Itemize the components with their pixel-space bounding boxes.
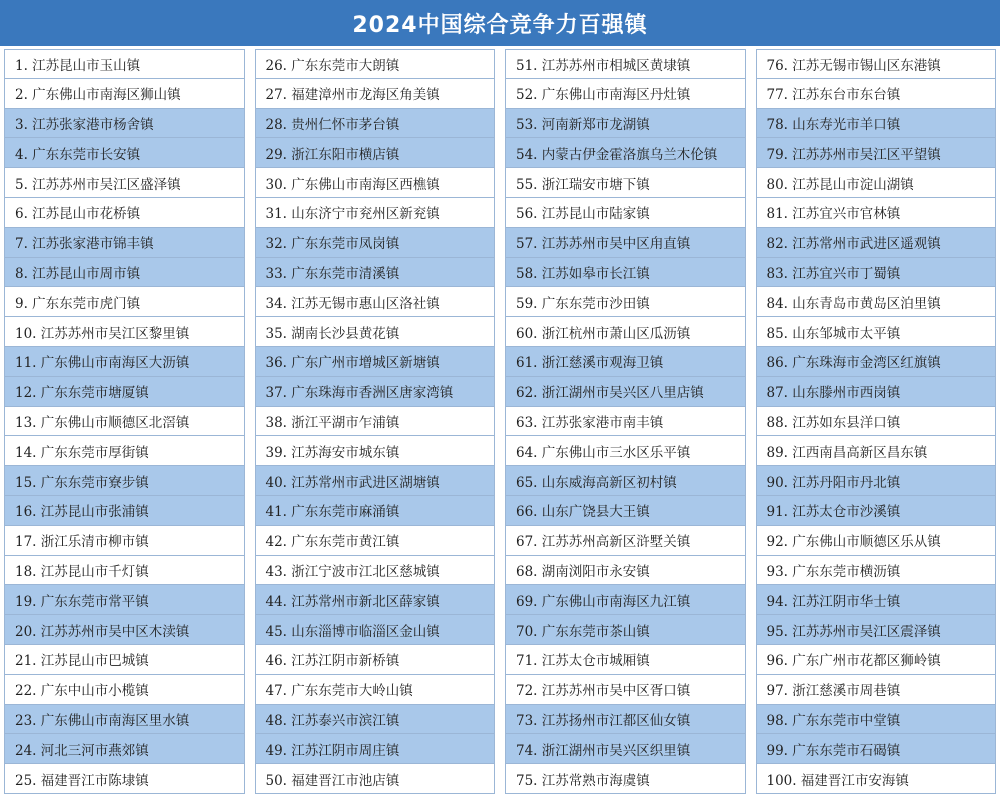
table-cell: 10. 江苏苏州市吴江区黎里镇	[4, 317, 245, 347]
table-cell: 21. 江苏昆山市巴城镇	[4, 645, 245, 675]
table-cell: 83. 江苏宜兴市丁蜀镇	[756, 258, 997, 288]
table-cell: 73. 江苏扬州市江都区仙女镇	[505, 705, 746, 735]
table-column	[4, 49, 245, 794]
table-cell: 1. 江苏昆山市玉山镇	[4, 49, 245, 79]
table-cell: 75. 江苏常熟市海虞镇	[505, 764, 746, 794]
table-cell: 38. 浙江平湖市乍浦镇	[255, 407, 496, 437]
table-cell: 18. 江苏昆山市千灯镇	[4, 556, 245, 586]
table-column	[255, 49, 496, 794]
table-cell: 90. 江苏丹阳市丹北镇	[756, 466, 997, 496]
page-title: 2024中国综合竞争力百强镇	[0, 0, 1000, 46]
table-cell: 88. 江苏如东县洋口镇	[756, 407, 997, 437]
table-cell: 5. 江苏苏州市吴江区盛泽镇	[4, 168, 245, 198]
table-cell: 30. 广东佛山市南海区西樵镇	[255, 168, 496, 198]
table-cell: 6. 江苏昆山市花桥镇	[4, 198, 245, 228]
table-cell: 15. 广东东莞市寮步镇	[4, 466, 245, 496]
table-cell: 44. 江苏常州市新北区薛家镇	[255, 585, 496, 615]
table-cell: 46. 江苏江阴市新桥镇	[255, 645, 496, 675]
table-column	[756, 49, 997, 794]
table-cell: 77. 江苏东台市东台镇	[756, 79, 997, 109]
table-cell: 71. 江苏太仓市城厢镇	[505, 645, 746, 675]
table-cell: 4. 广东东莞市长安镇	[4, 138, 245, 168]
table-cell: 40. 江苏常州市武进区湖塘镇	[255, 466, 496, 496]
table-cell: 64. 广东佛山市三水区乐平镇	[505, 436, 746, 466]
table-cell: 59. 广东东莞市沙田镇	[505, 287, 746, 317]
table-cell: 49. 江苏江阴市周庄镇	[255, 734, 496, 764]
table-cell: 67. 江苏苏州高新区浒墅关镇	[505, 526, 746, 556]
table-cell: 84. 山东青岛市黄岛区泊里镇	[756, 287, 997, 317]
table-cell: 72. 江苏苏州市吴中区胥口镇	[505, 675, 746, 705]
table-cell: 14. 广东东莞市厚街镇	[4, 436, 245, 466]
table-cell: 85. 山东邹城市太平镇	[756, 317, 997, 347]
table-cell: 78. 山东寿光市羊口镇	[756, 109, 997, 139]
table-cell: 45. 山东淄博市临淄区金山镇	[255, 615, 496, 645]
table-cell: 70. 广东东莞市茶山镇	[505, 615, 746, 645]
table-cell: 57. 江苏苏州市吴中区甪直镇	[505, 228, 746, 258]
table-cell: 34. 江苏无锡市惠山区洛社镇	[255, 287, 496, 317]
table-cell: 68. 湖南浏阳市永安镇	[505, 556, 746, 586]
table-cell: 99. 广东东莞市石碣镇	[756, 734, 997, 764]
table-cell: 19. 广东东莞市常平镇	[4, 585, 245, 615]
table-cell: 97. 浙江慈溪市周巷镇	[756, 675, 997, 705]
table-cell: 95. 江苏苏州市吴江区震泽镇	[756, 615, 997, 645]
table-cell: 31. 山东济宁市兖州区新兖镇	[255, 198, 496, 228]
table-cell: 48. 江苏泰兴市滨江镇	[255, 705, 496, 735]
table-cell: 29. 浙江东阳市横店镇	[255, 138, 496, 168]
table-cell: 24. 河北三河市燕郊镇	[4, 734, 245, 764]
table-cell: 37. 广东珠海市香洲区唐家湾镇	[255, 377, 496, 407]
table-cell: 74. 浙江湖州市吴兴区织里镇	[505, 734, 746, 764]
table-cell: 16. 江苏昆山市张浦镇	[4, 496, 245, 526]
table-cell: 94. 江苏江阴市华士镇	[756, 585, 997, 615]
table-cell: 81. 江苏宜兴市官林镇	[756, 198, 997, 228]
table-cell: 60. 浙江杭州市萧山区瓜沥镇	[505, 317, 746, 347]
table-cell: 100. 福建晋江市安海镇	[756, 764, 997, 794]
table-cell: 65. 山东威海高新区初村镇	[505, 466, 746, 496]
table-cell: 2. 广东佛山市南海区狮山镇	[4, 79, 245, 109]
table-cell: 79. 江苏苏州市吴江区平望镇	[756, 138, 997, 168]
ranking-table	[0, 46, 1000, 794]
table-cell: 13. 广东佛山市顺德区北滘镇	[4, 407, 245, 437]
table-cell: 35. 湖南长沙县黄花镇	[255, 317, 496, 347]
table-cell: 17. 浙江乐清市柳市镇	[4, 526, 245, 556]
table-cell: 89. 江西南昌高新区昌东镇	[756, 436, 997, 466]
table-cell: 47. 广东东莞市大岭山镇	[255, 675, 496, 705]
table-cell: 66. 山东广饶县大王镇	[505, 496, 746, 526]
table-cell: 20. 江苏苏州市吴中区木渎镇	[4, 615, 245, 645]
table-cell: 92. 广东佛山市顺德区乐从镇	[756, 526, 997, 556]
table-cell: 11. 广东佛山市南海区大沥镇	[4, 347, 245, 377]
table-cell: 7. 江苏张家港市锦丰镇	[4, 228, 245, 258]
table-cell: 23. 广东佛山市南海区里水镇	[4, 705, 245, 735]
table-cell: 12. 广东东莞市塘厦镇	[4, 377, 245, 407]
table-cell: 32. 广东东莞市凤岗镇	[255, 228, 496, 258]
table-cell: 9. 广东东莞市虎门镇	[4, 287, 245, 317]
table-cell: 93. 广东东莞市横沥镇	[756, 556, 997, 586]
table-cell: 43. 浙江宁波市江北区慈城镇	[255, 556, 496, 586]
table-cell: 53. 河南新郑市龙湖镇	[505, 109, 746, 139]
table-cell: 56. 江苏昆山市陆家镇	[505, 198, 746, 228]
table-cell: 96. 广东广州市花都区狮岭镇	[756, 645, 997, 675]
table-cell: 61. 浙江慈溪市观海卫镇	[505, 347, 746, 377]
table-cell: 42. 广东东莞市黄江镇	[255, 526, 496, 556]
table-cell: 63. 江苏张家港市南丰镇	[505, 407, 746, 437]
table-cell: 82. 江苏常州市武进区遥观镇	[756, 228, 997, 258]
table-cell: 27. 福建漳州市龙海区角美镇	[255, 79, 496, 109]
table-cell: 55. 浙江瑞安市塘下镇	[505, 168, 746, 198]
table-cell: 62. 浙江湖州市吴兴区八里店镇	[505, 377, 746, 407]
table-cell: 25. 福建晋江市陈埭镇	[4, 764, 245, 794]
table-cell: 52. 广东佛山市南海区丹灶镇	[505, 79, 746, 109]
table-cell: 51. 江苏苏州市相城区黄埭镇	[505, 49, 746, 79]
table-cell: 98. 广东东莞市中堂镇	[756, 705, 997, 735]
table-cell: 8. 江苏昆山市周市镇	[4, 258, 245, 288]
table-column	[505, 49, 746, 794]
table-cell: 3. 江苏张家港市杨舍镇	[4, 109, 245, 139]
table-cell: 26. 广东东莞市大朗镇	[255, 49, 496, 79]
table-cell: 69. 广东佛山市南海区九江镇	[505, 585, 746, 615]
table-cell: 50. 福建晋江市池店镇	[255, 764, 496, 794]
table-cell: 39. 江苏海安市城东镇	[255, 436, 496, 466]
table-cell: 80. 江苏昆山市淀山湖镇	[756, 168, 997, 198]
table-cell: 91. 江苏太仓市沙溪镇	[756, 496, 997, 526]
table-cell: 87. 山东滕州市西岗镇	[756, 377, 997, 407]
table-cell: 76. 江苏无锡市锡山区东港镇	[756, 49, 997, 79]
table-cell: 22. 广东中山市小榄镇	[4, 675, 245, 705]
table-cell: 54. 内蒙古伊金霍洛旗乌兰木伦镇	[505, 138, 746, 168]
table-cell: 58. 江苏如皋市长江镇	[505, 258, 746, 288]
table-cell: 36. 广东广州市增城区新塘镇	[255, 347, 496, 377]
table-cell: 28. 贵州仁怀市茅台镇	[255, 109, 496, 139]
table-cell: 41. 广东东莞市麻涌镇	[255, 496, 496, 526]
table-cell: 86. 广东珠海市金湾区红旗镇	[756, 347, 997, 377]
table-cell: 33. 广东东莞市清溪镇	[255, 258, 496, 288]
